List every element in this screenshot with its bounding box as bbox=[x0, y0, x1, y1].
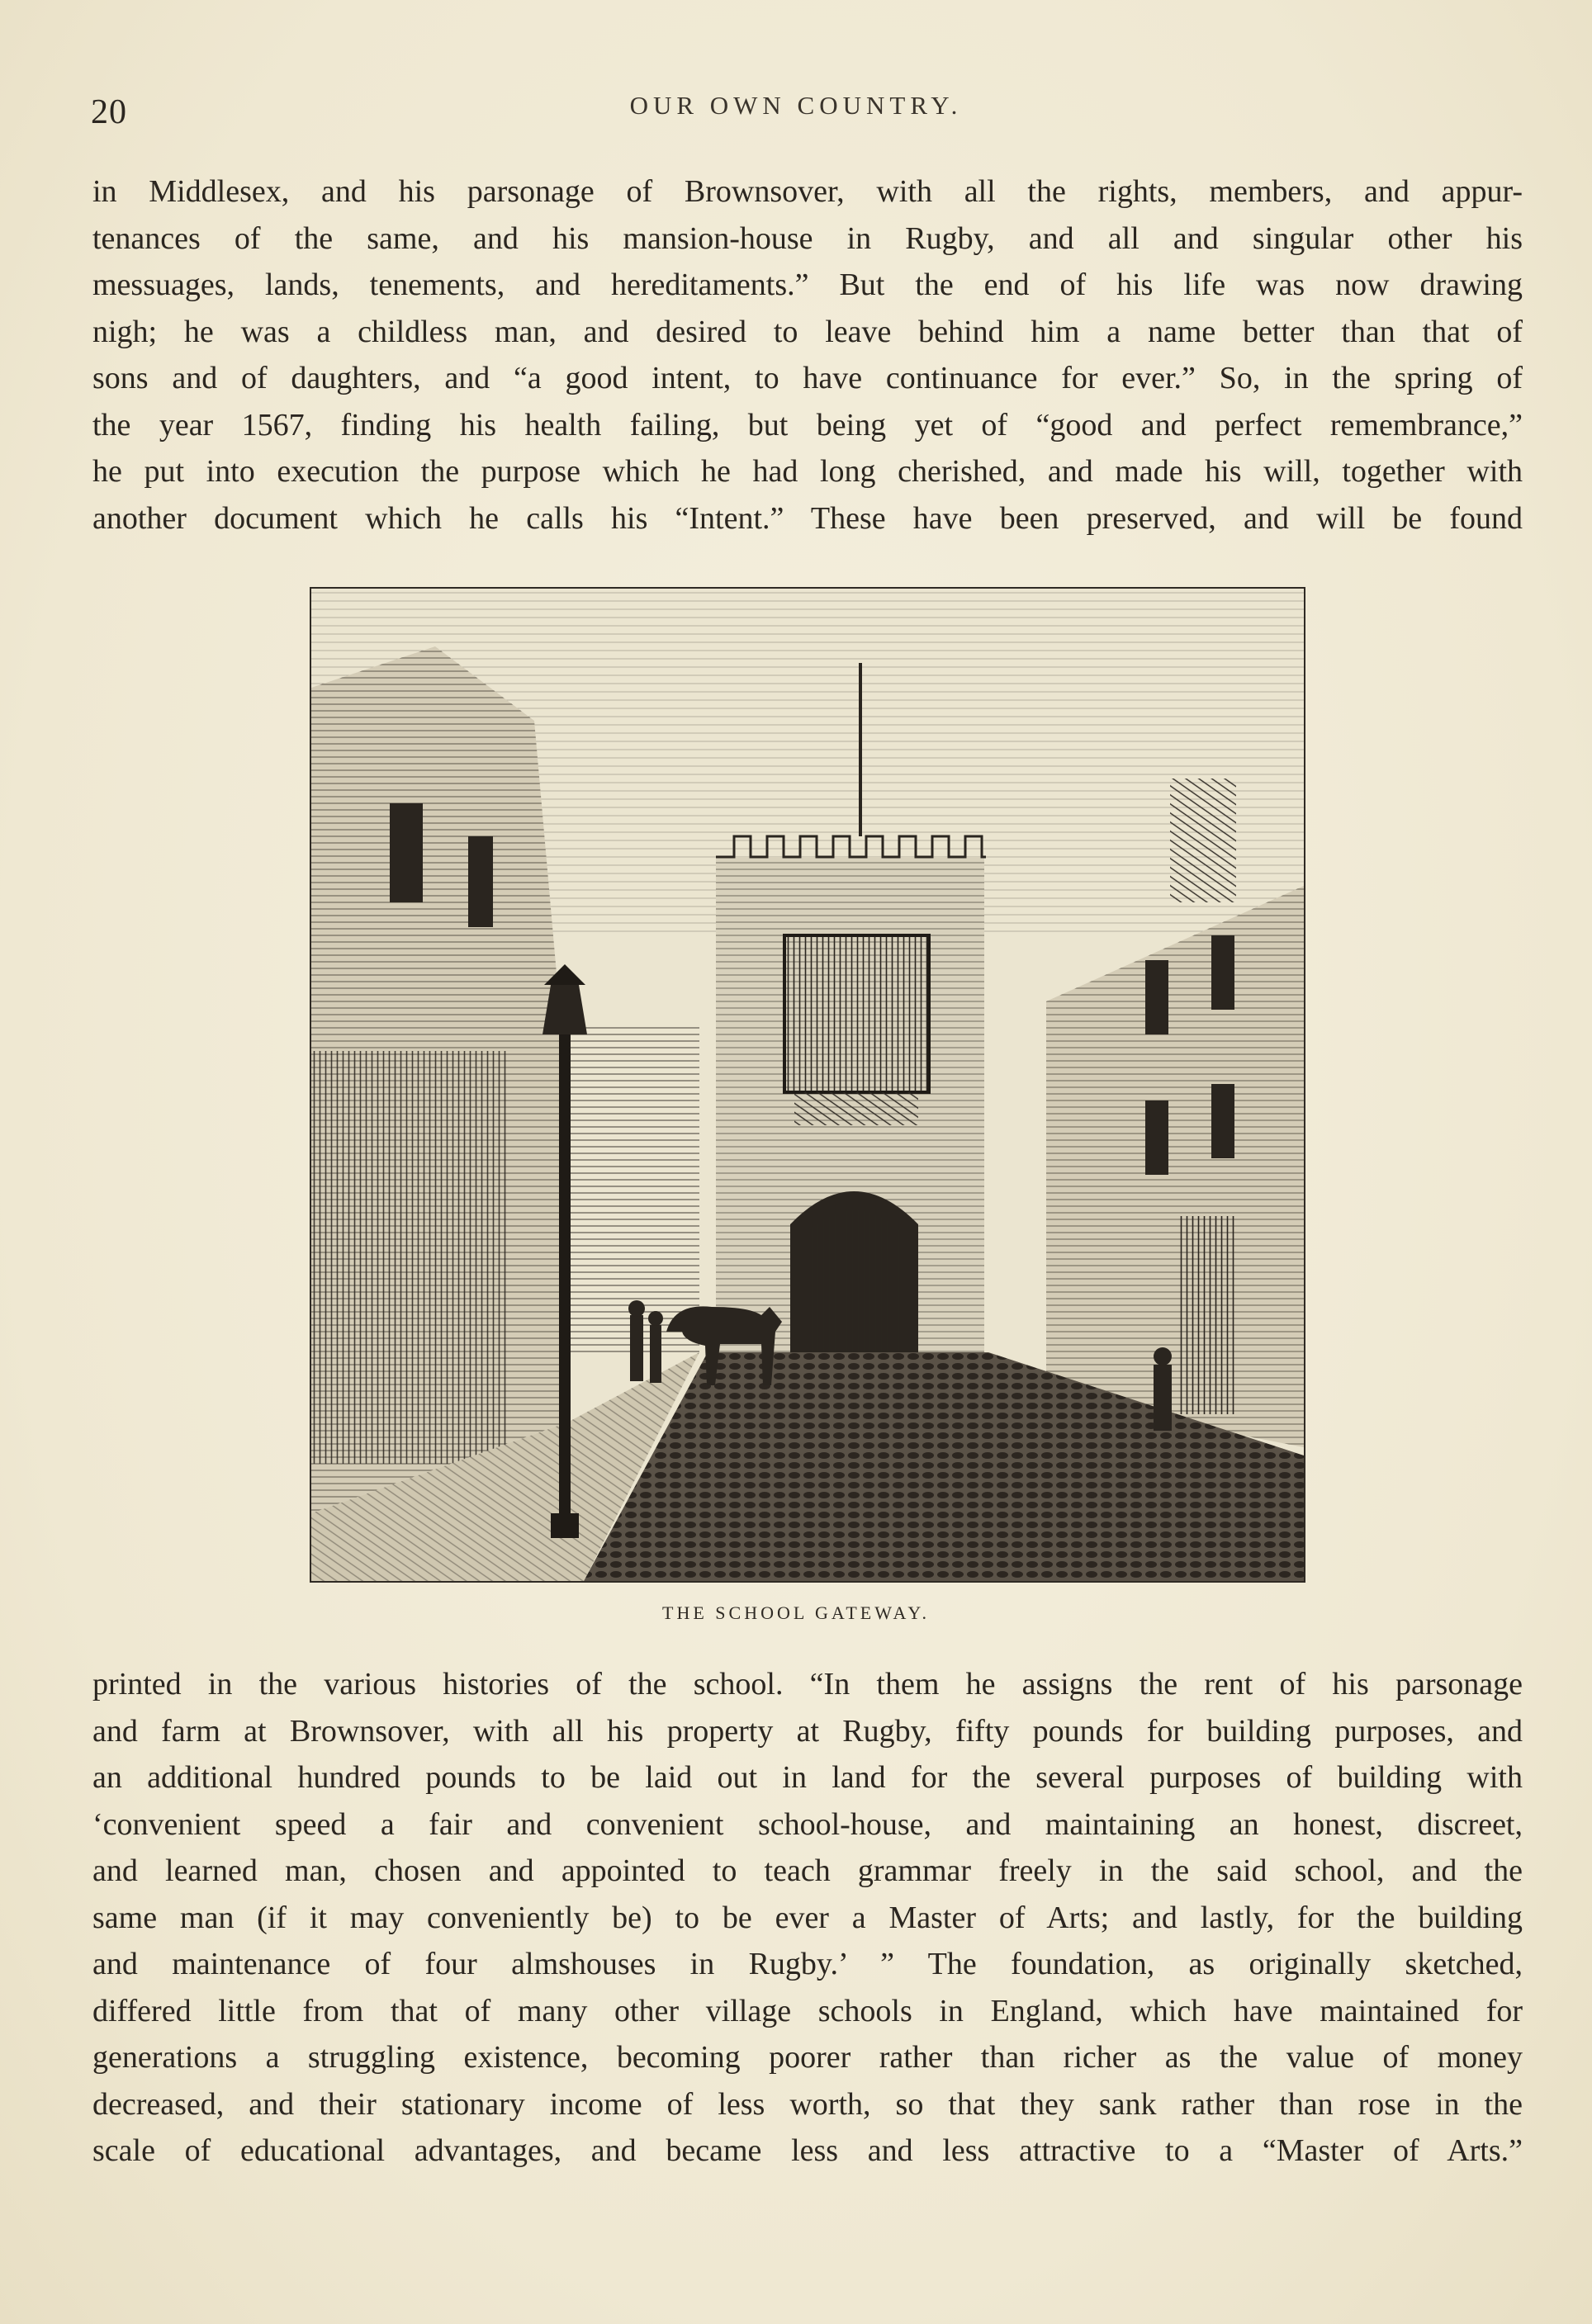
text-line: sons and of daughters, and “a good intent, to have continuance for ever.” So, in the spring of bbox=[92, 361, 1523, 395]
text-line: differed little from that of many other village schools in England, which have maintained for bbox=[92, 1993, 1523, 2028]
text-line: decreased, and their stationary income of less worth, so that they sank rather than rose in the bbox=[92, 2086, 1523, 2122]
text-line: same man (if it may conveniently be) to be ever a Master of Arts; and lastly, for the building bbox=[92, 1900, 1523, 1935]
text-line: the year 1567, finding his health failing, but being yet of “good and perfect remembrance,” bbox=[92, 407, 1523, 443]
illustration-caption: THE SCHOOL GATEWAY. bbox=[662, 1602, 930, 1623]
text-line: and farm at Brownsover, with all his property at Rugby, fifty pounds for building purposes, and bbox=[92, 1713, 1523, 1749]
text-line: another document which he calls his “Intent.” These have been preserved, and will be found bbox=[92, 500, 1523, 536]
running-head: OUR OWN COUNTRY. bbox=[629, 91, 963, 120]
text-line: and learned man, chosen and appointed to teach grammar freely in the said school, and the bbox=[92, 1853, 1523, 1888]
text-line: tenances of the same, and his mansion-house in Rugby, and all and singular other his bbox=[92, 220, 1523, 256]
top-paragraph bbox=[92, 168, 1523, 542]
text-line: nigh; he was a childless man, and desired to leave behind him a name better than that of bbox=[92, 314, 1523, 349]
text-line: and maintenance of four almshouses in Rugby.’ ” The foundation, as originally sketched, bbox=[92, 1947, 1523, 1981]
engraving-school-gateway bbox=[310, 587, 1305, 1583]
text-line: in Middlesex, and his parsonage of Brownsover, with all the rights, members, and appur- bbox=[92, 174, 1523, 209]
text-line: he put into execution the purpose which he had long cherished, and made his will, together with bbox=[92, 454, 1523, 489]
page-number: 20 bbox=[91, 93, 127, 131]
text-line: ‘convenient speed a fair and convenient school-house, and maintaining an honest, discreet, bbox=[92, 1806, 1523, 1842]
text-line: an additional hundred pounds to be laid out in land for the several purposes of building with bbox=[92, 1760, 1523, 1795]
text-line: messuages, lands, tenements, and hereditaments.” But the end of his life was now drawing bbox=[92, 267, 1523, 302]
text-line: printed in the various histories of the school. “In them he assigns the rent of his parsonage bbox=[92, 1667, 1523, 1702]
text-line: scale of educational advantages, and became less and less attractive to a “Master of Arts.” bbox=[92, 2133, 1523, 2168]
bottom-paragraph bbox=[92, 1661, 1523, 2175]
text-line: generations a struggling existence, becoming poorer rather than richer as the value of money bbox=[92, 2040, 1523, 2075]
